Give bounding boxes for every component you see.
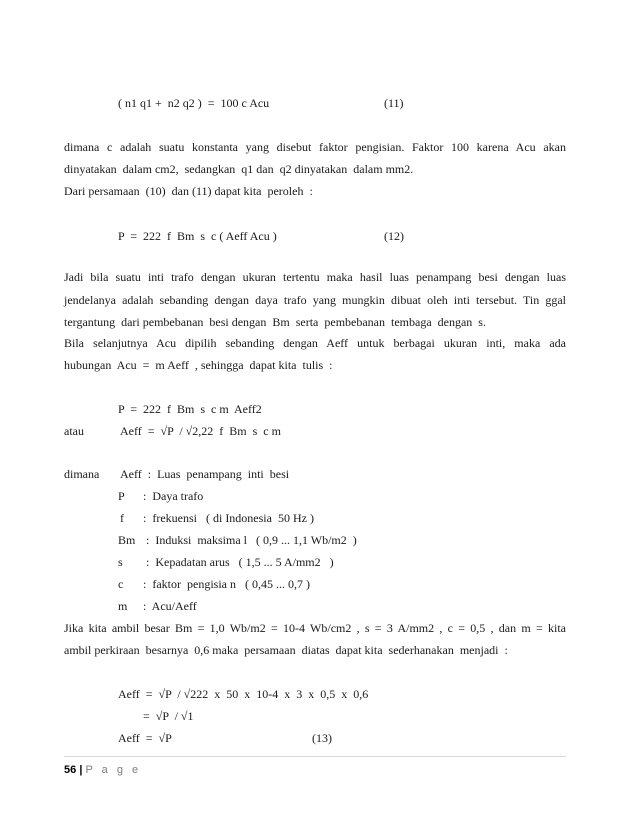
equation-12: P = 222 f Bm s c ( Aeff Acu ) xyxy=(118,229,277,243)
page-footer xyxy=(64,764,141,776)
equation-label-atau: atau xyxy=(64,424,84,438)
definition-text: : Daya trafo xyxy=(143,489,204,503)
paragraph-line: Jika kita ambil besar Bm = 1,0 Wb/m2 = 10-4 Wb/cm2 , s = 3 A/mm2 , c = 0,5 , dan m = kita xyxy=(64,621,566,635)
footer-separator: | xyxy=(79,764,83,776)
definition-symbol: f xyxy=(120,511,124,525)
definition-symbol: Bm xyxy=(118,533,136,547)
equation-line: Aeff = √P / √222 x 50 x 10-4 x 3 x 0,5 x 0,6 xyxy=(118,687,369,701)
page-word: P a g e xyxy=(85,764,142,776)
page-number: 56 xyxy=(64,764,77,776)
definition-text: Aeff : Luas penampang inti besi xyxy=(120,467,290,481)
definition-text: : faktor pengisia n ( 0,45 ... 0,7 ) xyxy=(143,577,310,591)
paragraph-line: Jadi bila suatu inti trafo dengan ukuran tertentu maka hasil luas penampang besi dengan luas xyxy=(64,270,566,284)
paragraph-line: tergantung dari pembebanan besi dengan Bm serta pembebanan tembaga dengan s. xyxy=(64,315,486,329)
equation-line: Aeff = √P / √2,22 f Bm s c m xyxy=(120,424,281,438)
paragraph-line: hubungan Acu = m Aeff , sehingga dapat kita tulis : xyxy=(64,358,333,372)
definition-text: : Acu/Aeff xyxy=(143,599,197,613)
paragraph-line: ambil perkiraan besarnya 0,6 maka persamaan diatas dapat kita sederhanakan menjadi : xyxy=(64,643,508,657)
footer-divider xyxy=(64,756,566,757)
paragraph-line: dimana c adalah suatu konstanta yang disebut faktor pengisian. Faktor 100 karena Acu akan xyxy=(64,140,566,154)
definition-text: : Kepadatan arus ( 1,5 ... 5 A/mm2 ) xyxy=(146,555,334,569)
definitions-label: dimana xyxy=(64,467,100,481)
paragraph-line: Bila selanjutnya Acu dipilih sebanding dengan Aeff untuk berbagai ukuran inti, maka ada xyxy=(64,336,566,350)
paragraph-line: Dari persamaan (10) dan (11) dapat kita peroleh : xyxy=(64,184,313,198)
equation-line: = √P / √1 xyxy=(143,709,194,723)
equation-13-number: (13) xyxy=(312,731,332,745)
equation-line: P = 222 f Bm s c m Aeff2 xyxy=(118,402,262,416)
definition-symbol: m xyxy=(118,599,128,613)
definition-text: : Induksi maksima l ( 0,9 ... 1,1 Wb/m2 ) xyxy=(146,533,357,547)
definition-symbol: c xyxy=(118,577,124,591)
paragraph-line: dinyatakan dalam cm2, sedangkan q1 dan q2 dinyatakan dalam mm2. xyxy=(64,162,414,176)
paragraph-line: jendelanya adalah sebanding dengan daya trafo yang mungkin dibuat oleh inti tersebut. Tin ggal xyxy=(64,293,566,307)
definition-symbol: P xyxy=(118,489,125,503)
equation-12-number: (12) xyxy=(384,229,404,243)
definition-text: : frekuensi ( di Indonesia 50 Hz ) xyxy=(143,511,314,525)
equation-11: ( n1 q1 + n2 q2 ) = 100 c Acu xyxy=(118,96,270,110)
definition-symbol: s xyxy=(118,555,123,569)
equation-11-number: (11) xyxy=(384,96,404,110)
equation-13: Aeff = √P xyxy=(118,731,172,745)
